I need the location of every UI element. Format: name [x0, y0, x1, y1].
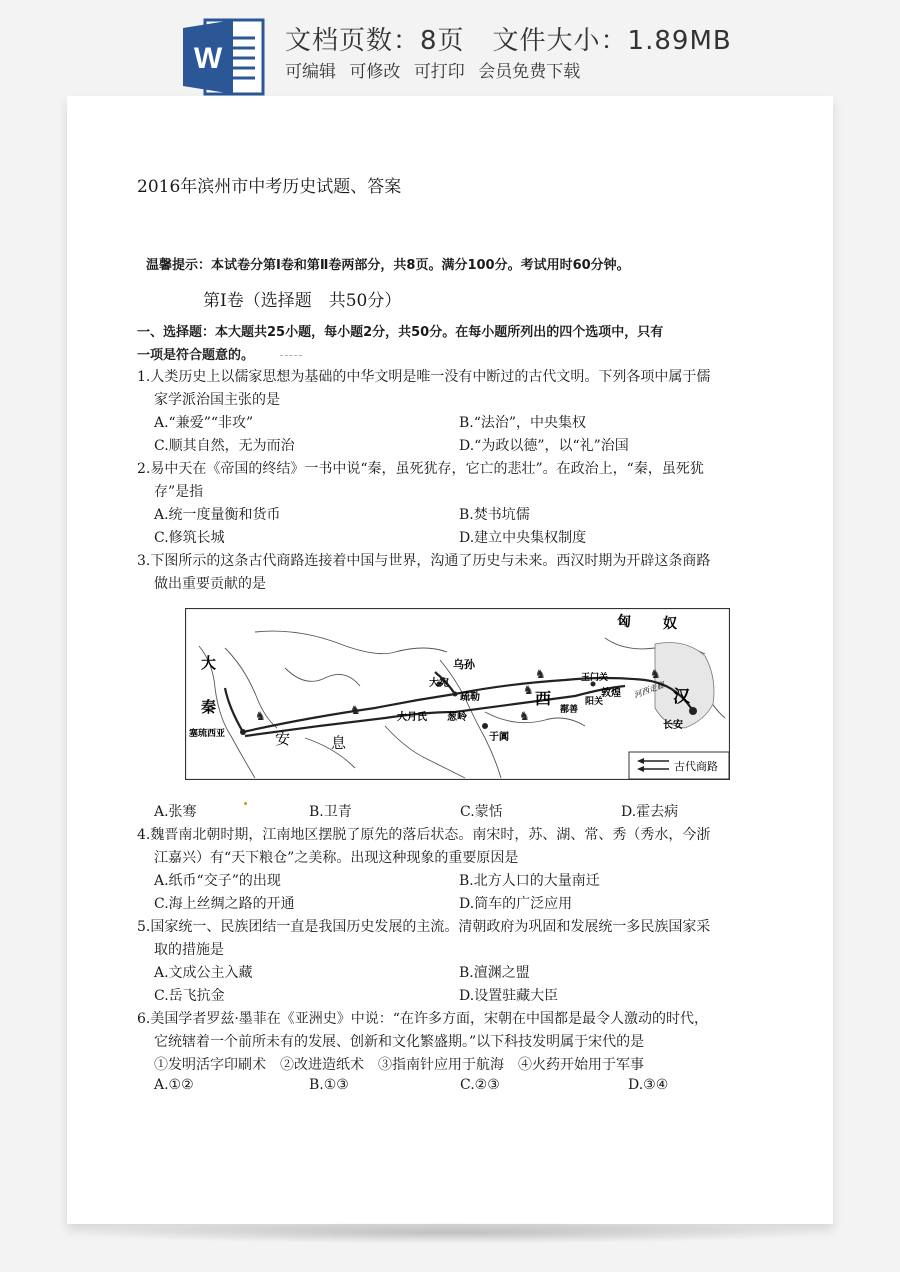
svg-text:♞: ♞: [255, 709, 266, 723]
map-label-nu: 奴: [663, 616, 677, 632]
q4-option-d[interactable]: D.筒车的广泛应用: [459, 896, 573, 912]
svg-text:♞: ♞: [535, 667, 546, 681]
q4-option-c[interactable]: C.海上丝绸之路的开通: [154, 896, 295, 912]
q3-option-d[interactable]: D.霍去病: [621, 804, 679, 820]
question-5-line1: 5.国家统一、民族团结一直是我国历史发展的主流。清朝政府为巩固和发展统一多民族国家采: [137, 919, 711, 935]
q6-option-d[interactable]: D.③④: [628, 1077, 669, 1093]
part-instructions-line1: 一、选择题：本大题共25小题，每小题2分，共50分。在每小题所列出的四个选项中，只有: [137, 325, 664, 340]
map-label-hexi: 河西走廊: [632, 680, 666, 700]
q4-option-a[interactable]: A.纸币“交子”的出现: [154, 873, 281, 889]
exam-tip: 温馨提示：本试卷分第Ⅰ卷和第Ⅱ卷两部分，共8页。满分100分。考试用时60分钟。: [146, 258, 630, 273]
word-icon-letter: W: [193, 42, 223, 75]
map-label-selijia: 塞琉西亚: [189, 729, 226, 739]
question-3-line1: 3.下图所示的这条古代商路连接着中国与世界，沟通了历史与未来。西汉时期为开辟这条商路: [137, 553, 711, 569]
q3-option-b[interactable]: B.卫青: [309, 804, 352, 820]
q6-option-a[interactable]: A.①②: [154, 1077, 194, 1093]
feature-list: [285, 57, 588, 82]
map-label-yumenguan: 玉门关: [581, 673, 609, 683]
question-3-line2: 做出重要贡献的是: [154, 576, 266, 592]
legend-label: 古代商路: [674, 760, 718, 773]
page-shadow: [80, 1222, 820, 1244]
question-2-line2: 存”是指: [154, 484, 204, 500]
q3-option-a[interactable]: A.张骞: [154, 804, 197, 820]
svg-text:♞: ♞: [650, 667, 661, 681]
svg-text:♞: ♞: [523, 683, 534, 697]
question-6-line1: 6.美国学者罗兹·墨菲在《亚洲史》中说：“在许多方面，宋朝在中国都是最令人激动的时代，: [137, 1011, 708, 1027]
q1-option-a[interactable]: A.“兼爱”“非攻”: [154, 415, 254, 431]
part-instructions-line2: 一项是符合题意的。: [137, 348, 255, 363]
map-label-xi: 西: [535, 689, 552, 708]
document-title: 2016年滨州市中考历史试题、答案: [137, 177, 402, 197]
feature-modifiable: 可修改: [349, 62, 401, 82]
map-label-xiong: 匈: [617, 614, 631, 630]
file-size: 文件大小：1.89MB: [492, 26, 732, 56]
q1-option-b[interactable]: B.“法治”，中央集权: [459, 415, 587, 431]
question-1-line2: 家学派治国主张的是: [154, 392, 280, 408]
map-label-dayuezhi: 大月氏: [397, 712, 427, 723]
map-label-wusun: 乌孙: [453, 658, 475, 671]
q4-option-b[interactable]: B.北方人口的大量南迁: [459, 873, 600, 889]
q6-option-c[interactable]: C.②③: [460, 1077, 500, 1093]
dashed-mark: [280, 355, 302, 356]
q2-option-c[interactable]: C.修筑长城: [154, 530, 225, 546]
q5-option-d[interactable]: D.设置驻藏大臣: [459, 988, 559, 1004]
word-document-icon: [183, 18, 265, 96]
map-label-han: 汉: [673, 687, 690, 707]
map-legend: [629, 752, 729, 779]
question-5-line2: 取的措施是: [154, 942, 224, 958]
map-label-yangguan: 阳关: [585, 697, 604, 707]
page-count: 文档页数：8页: [285, 26, 465, 56]
svg-text:♞: ♞: [350, 703, 361, 717]
feature-printable: 可打印: [413, 62, 465, 82]
map-label-shule: 疏勒: [460, 692, 480, 703]
q1-option-d[interactable]: D.“为政以德”，以“礼”治国: [459, 438, 629, 454]
q1-option-c[interactable]: C.顺其自然，无为而治: [154, 438, 295, 454]
map-label-da: 大: [201, 654, 217, 672]
question-4-line1: 4.魏晋南北朝时期，江南地区摆脱了原先的落后状态。南宋时，苏、湖、常、秀（秀水，今浙: [137, 827, 711, 843]
q2-option-d[interactable]: D.建立中央集权制度: [459, 530, 587, 546]
question-1-line1: 1.人类历史上以儒家思想为基础的中华文明是唯一没有中断过的古代文明。下列各项中属于儒: [137, 369, 711, 385]
section-heading: 第Ⅰ卷（选择题 共50分）: [203, 291, 402, 311]
q5-option-a[interactable]: A.文成公主入藏: [154, 965, 253, 981]
question-4-line2: 江嘉兴）有“天下粮仓”之美称。出现这种现象的重要原因是: [154, 850, 519, 866]
map-label-an: 安: [275, 730, 291, 748]
q5-option-c[interactable]: C.岳飞抗金: [154, 988, 225, 1004]
map-label-shanshan: 鄯善: [560, 705, 579, 715]
map-label-congling: 葱岭: [447, 712, 467, 723]
question-6-line2: 它统辖着一个前所未有的发展、创新和文化繁盛期。”以下科技发明属于宋代的是: [154, 1034, 645, 1050]
map-label-dayuan: 大宛: [429, 678, 449, 689]
q2-option-a[interactable]: A.统一度量衡和货币: [154, 507, 281, 523]
silk-road-map: [185, 608, 730, 780]
svg-text:♞: ♞: [519, 709, 530, 723]
map-label-qin: 秦: [201, 698, 217, 716]
feature-editable: 可编辑: [285, 62, 336, 82]
q3-option-c[interactable]: C.蒙恬: [460, 804, 503, 820]
question-2-line1: 2.易中天在《帝国的终结》一书中说“秦，虽死犹存，它亡的悲壮”。在政治上，“秦，虽死犹: [137, 461, 704, 477]
map-label-yutian: 于阗: [489, 732, 509, 743]
map-label-changan: 长安: [663, 720, 683, 731]
stray-dot: [244, 802, 247, 805]
download-banner: [0, 0, 900, 96]
feature-member-download[interactable]: 会员免费下载: [478, 62, 581, 82]
map-label-xi-anxi: 息: [331, 734, 347, 752]
q2-option-b[interactable]: B.焚书坑儒: [459, 507, 530, 523]
banner-title: [285, 20, 732, 57]
map-label-dunhuang: 敦煌: [601, 688, 621, 699]
q5-option-b[interactable]: B.澶渊之盟: [459, 965, 530, 981]
q6-option-b[interactable]: B.①③: [309, 1077, 349, 1093]
q6-items: ①发明活字印刷术 ②改进造纸术 ③指南针应用于航海 ④火药开始用于军事: [154, 1057, 644, 1073]
